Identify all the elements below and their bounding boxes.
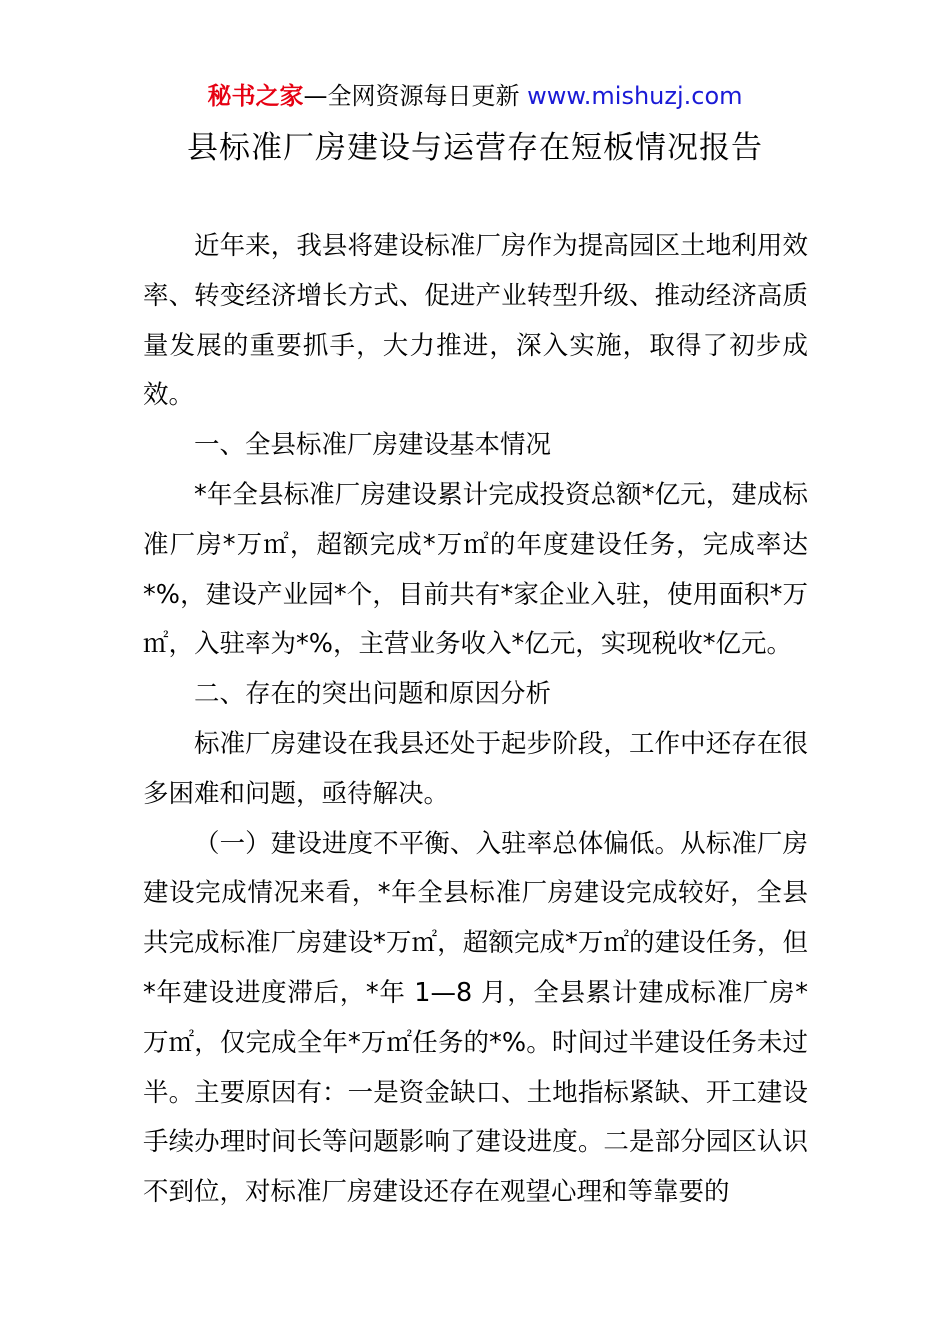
document-title: 县标准厂房建设与运营存在短板情况报告 xyxy=(187,130,763,166)
section-heading-problems: 二、存在的突出问题和原因分析 xyxy=(194,679,552,710)
site-tagline: —全网资源每日更新 xyxy=(303,82,528,110)
document-body xyxy=(143,222,808,1218)
paragraph-problems-intro: 标准厂房建设在我县还处于起步阶段，工作中还存在很多困难和问题，亟待解决。 xyxy=(143,728,808,809)
site-brand: 秘书之家 xyxy=(207,82,304,110)
paragraph-intro: 近年来，我县将建设标准厂房作为提高园区土地利用效率、转变经济增长方式、促进产业转型升级、推动经济高质量发展的重要抓手，大力推进，深入实施，取得了初步成效。 xyxy=(143,231,808,411)
site-header xyxy=(0,80,950,112)
paragraph-basic-situation: *年全县标准厂房建设累计完成投资总额*亿元，建成标准厂房*万㎡，超额完成*万㎡的年度建设任务，完成率达*%，建设产业园*个，目前共有*家企业入驻，使用面积*万㎡，入驻率为*%，主营业务收入*亿元，实现税收*亿元。 xyxy=(143,479,808,660)
site-url-link[interactable]: www.mishuzj.com xyxy=(527,82,743,110)
paragraph-problem-one: （一）建设进度不平衡、入驻率总体偏低。从标准厂房建设完成情况来看，*年全县标准厂房建设完成较好，全县共完成标准厂房建设*万㎡，超额完成*万㎡的建设任务，但*年建设进度滞后，*年 1—8 月，全县累计建成标准厂房*万㎡，仅完成全年*万㎡任务的*%。时间过半建设任务未过半。主要原因有：一是资金缺口、土地指标紧缺、开工建设手续办理时间长等问题影响了建设进度。二是部分园区认识不到位，对标准厂房建设还存在观望心理和等靠要的 xyxy=(143,828,808,1208)
section-heading-basic-situation: 一、全县标准厂房建设基本情况 xyxy=(194,430,552,461)
